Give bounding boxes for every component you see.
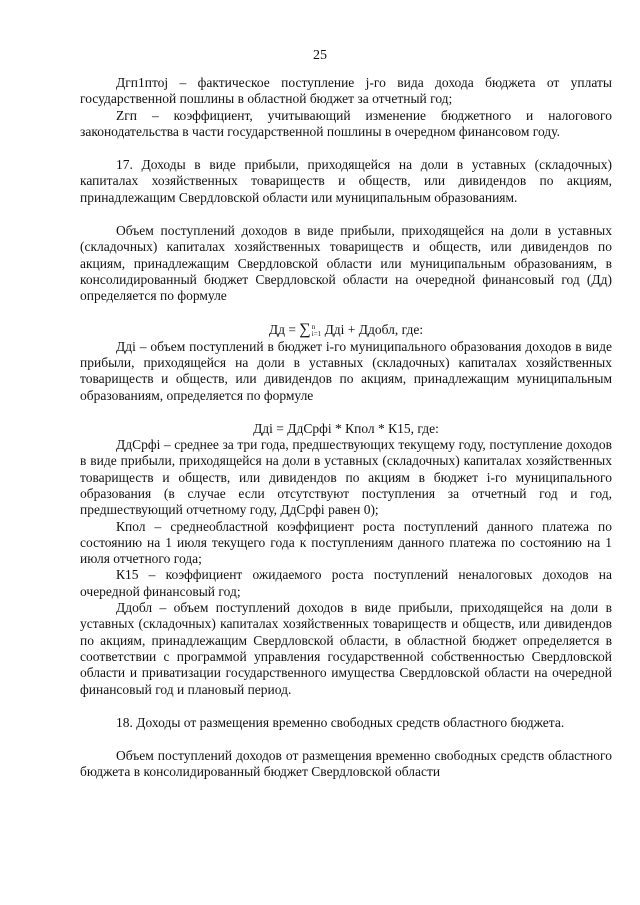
sum-upper-limit: n [311, 323, 316, 332]
definition-ddsrfi: ДдСрфi – среднее за три года, предшествующих текущему году, поступление доходов в виде прибыли, приходящейся на доли в уставных (складочных) капиталах хозяйственных товариществ и обществ, или дивидендов по акциям в бюджет i-го муниципального образования (в случае если отсутствуют поступления за отчетный год и год, предшествующий отчетному году, ДдСрфi равен 0); [80, 437, 612, 518]
page-content [80, 75, 612, 781]
page-number: 25 [313, 48, 327, 63]
formula-dd-lhs: Дд = [268, 321, 300, 337]
summation-symbol: ∑n i=1 [299, 321, 322, 339]
formula-ddi: Ддi = ДдСрфi * Кпол * К15, где: [253, 420, 439, 436]
definition-kpol: Кпол – среднеобластной коэффициент роста поступлений данного платежа по состоянию на 1 июля текущего года к поступлениям данного платежа по состоянию на 1 июля отчетного года; [80, 518, 612, 567]
definition-ddi: Ддi – объем поступлений в бюджет i-го муниципального образования доходов в виде прибыли, приходящейся на доли в уставных (складочных) капиталах хозяйственных товариществ и обществ, или дивидендов по акциям, принадлежащим муниципальным образованиям, определяется по формуле [80, 338, 612, 403]
formula-dd-rhs: Ддi + Ддобл, где: [321, 321, 424, 337]
definition-k15: К15 – коэффициент ожидаемого роста поступлений неналоговых доходов на очередной финансовый год; [80, 567, 612, 599]
definition-dgp: Дгп1птоj – фактическое поступление j-го вида дохода бюджета от уплаты государственной пошлины в областной бюджет за отчетный год; [80, 75, 612, 107]
section-17-heading: 17. Доходы в виде прибыли, приходящейся на доли в уставных (складочных) капиталах хозяйственных товариществ и обществ, или дивидендов по акциям, принадлежащим Свердловской области или муниципальным образованиям. [80, 157, 612, 205]
sum-lower-limit: i=1 [311, 330, 322, 339]
section-18-heading: 18. Доходы от размещения временно свободных средств областного бюджета. [116, 714, 565, 730]
section-17-intro: Объем поступлений доходов в виде прибыли, приходящейся на доли в уставных (складочных) капиталах хозяйственных товариществ и обществ, или дивидендов по акциям, принадлежащим Свердловской области или муниципальным образованиям, в консолидированный бюджет Свердловской области на очередной финансовый год (Дд) определяется по формуле [80, 223, 612, 304]
definition-ddobl: Ддобл – объем поступлений доходов в виде прибыли, приходящейся на доли в уставных (складочных) капиталах хозяйственных товариществ и обществ, или дивидендов по акциям, принадлежащим Свердловской области, в областной бюджет определяется в соответствии с программой управления государственной собственностью Свердловской области и приватизации государственного имущества Свердловской области на очередной финансовый год и плановый период. [80, 600, 612, 697]
definition-zgp: Zгп – коэффициент, учитывающий изменение бюджетного и налогового законодательства в части государственной пошлины в очередном финансовом году. [80, 107, 612, 139]
formula-dd [80, 322, 612, 339]
section-18-intro: Объем поступлений доходов от размещения временно свободных средств областного бюджета в консолидированный бюджет Свердловской области [80, 748, 612, 780]
